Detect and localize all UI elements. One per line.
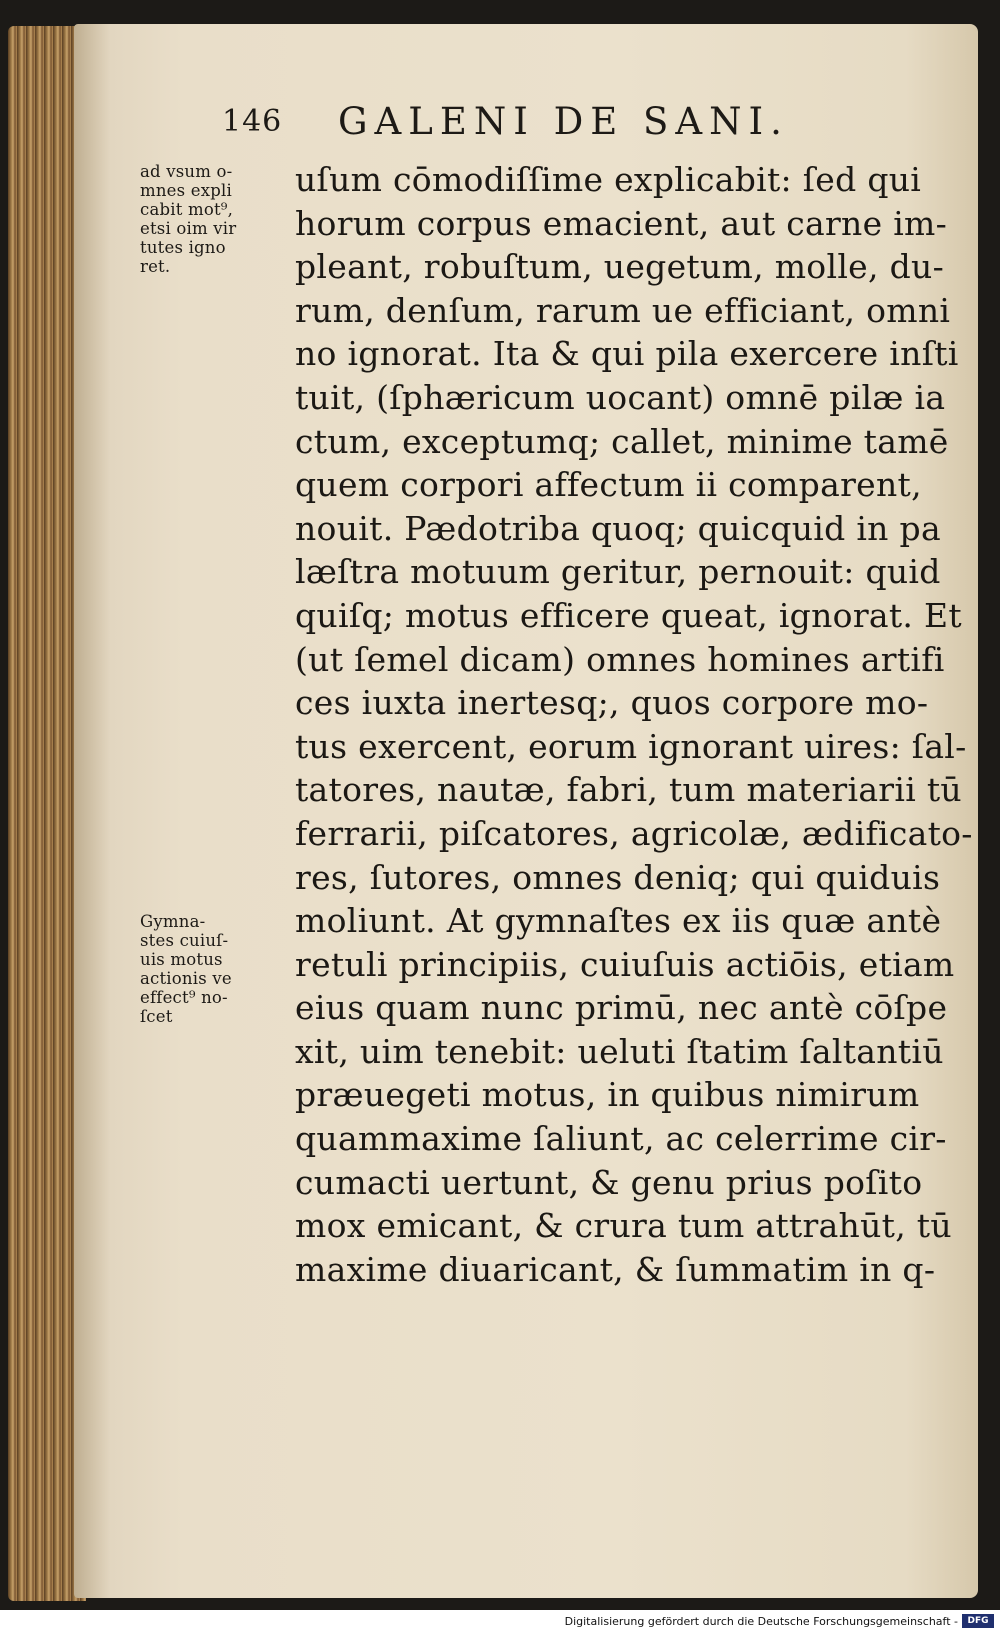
- text-line: res, ſutores, omnes deniq; qui quiduis: [295, 857, 941, 897]
- text-line: tatores, nautæ, fabri, tum materiarii tū: [295, 770, 962, 810]
- text-line: horum corpus emacient, aut carne im-: [295, 203, 948, 243]
- text-line: (ut ſemel dicam) omnes homines artifi: [295, 639, 945, 679]
- text-line: mox emicant, & crura tum attrahūt, tū: [295, 1206, 952, 1246]
- text-line: no ignorat. Ita & qui pila exercere inſti: [295, 334, 959, 374]
- running-title: GALENI DE SANI.: [338, 100, 789, 143]
- text-line: præuegeti motus, in quibus nimirum: [295, 1075, 920, 1115]
- text-line: eius quam nunc primū, nec antè cōſpe: [295, 988, 948, 1028]
- text-line: ferrarii, piſcatores, agricolæ, ædificato-: [295, 813, 973, 853]
- text-line: retuli principiis, cuiuſuis actiōis, etiam: [295, 944, 955, 984]
- text-line: quammaxime ſaliunt, ac celerrime cir-: [295, 1119, 947, 1159]
- margin-note-line: ad vsum o-: [140, 162, 233, 181]
- margin-note-line: actionis ve: [140, 969, 232, 988]
- funding-credit: Digitalisierung gefördert durch die Deutsche Forschungsgemeinschaft -: [564, 1615, 958, 1628]
- text-line: ctum, exceptumq; callet, minime tamē: [295, 421, 949, 461]
- margin-note-line: stes cuiuſ-: [140, 931, 229, 950]
- margin-note-line: ret.: [140, 257, 171, 276]
- margin-note-1: [140, 162, 290, 276]
- margin-note-line: uis motus: [140, 950, 223, 969]
- margin-note-2: [140, 912, 290, 1026]
- text-line: ces iuxta inertesq;, quos corpore mo-: [295, 683, 929, 723]
- margin-note-line: mnes expli: [140, 181, 232, 200]
- text-line: rum, denſum, rarum ue efficiant, omni: [295, 290, 951, 330]
- margin-note-line: Gymna-: [140, 912, 206, 931]
- text-line: moliunt. At gymnaſtes ex iis quæ antè: [295, 901, 942, 941]
- text-line: pleant, robuſtum, uegetum, molle, du-: [295, 247, 945, 287]
- text-line: uſum cōmodiſſime explicabit: ſed qui: [295, 160, 922, 199]
- text-line: maxime diuaricant, & ſummatim in q-: [295, 1249, 936, 1289]
- margin-note-line: etsi oim vir: [140, 219, 237, 238]
- page-header: [222, 100, 862, 150]
- margin-note-line: tutes igno: [140, 238, 226, 257]
- text-line: nouit. Pædotriba quoq; quicquid in pa: [295, 508, 941, 548]
- text-line: xit, uim tenebit: ueluti ſtatim ſaltantiū: [295, 1031, 944, 1071]
- text-line: tus exercent, eorum ignorant uires: ſal-: [295, 726, 967, 766]
- page-number: 146: [222, 104, 283, 139]
- text-line: cumacti uertunt, & genu prius poſito: [295, 1162, 923, 1202]
- margin-note-line: effect⁹ no-: [140, 988, 228, 1007]
- margin-note-line: cabit mot⁹,: [140, 200, 234, 219]
- text-line: quem corpori affectum ii comparent,: [295, 465, 922, 505]
- text-line: tuit, (ſphæricum uocant) omnē pilæ ia: [295, 377, 946, 417]
- text-line: quiſq; motus efficere queat, ignorat. Et: [295, 595, 962, 635]
- text-line: læſtra motuum geritur, pernouit: quid: [295, 552, 941, 592]
- digitization-footer: [0, 1610, 1000, 1635]
- dfg-logo: DFG: [962, 1614, 994, 1628]
- body-text: [295, 158, 973, 1291]
- margin-note-line: ſcet: [140, 1007, 173, 1026]
